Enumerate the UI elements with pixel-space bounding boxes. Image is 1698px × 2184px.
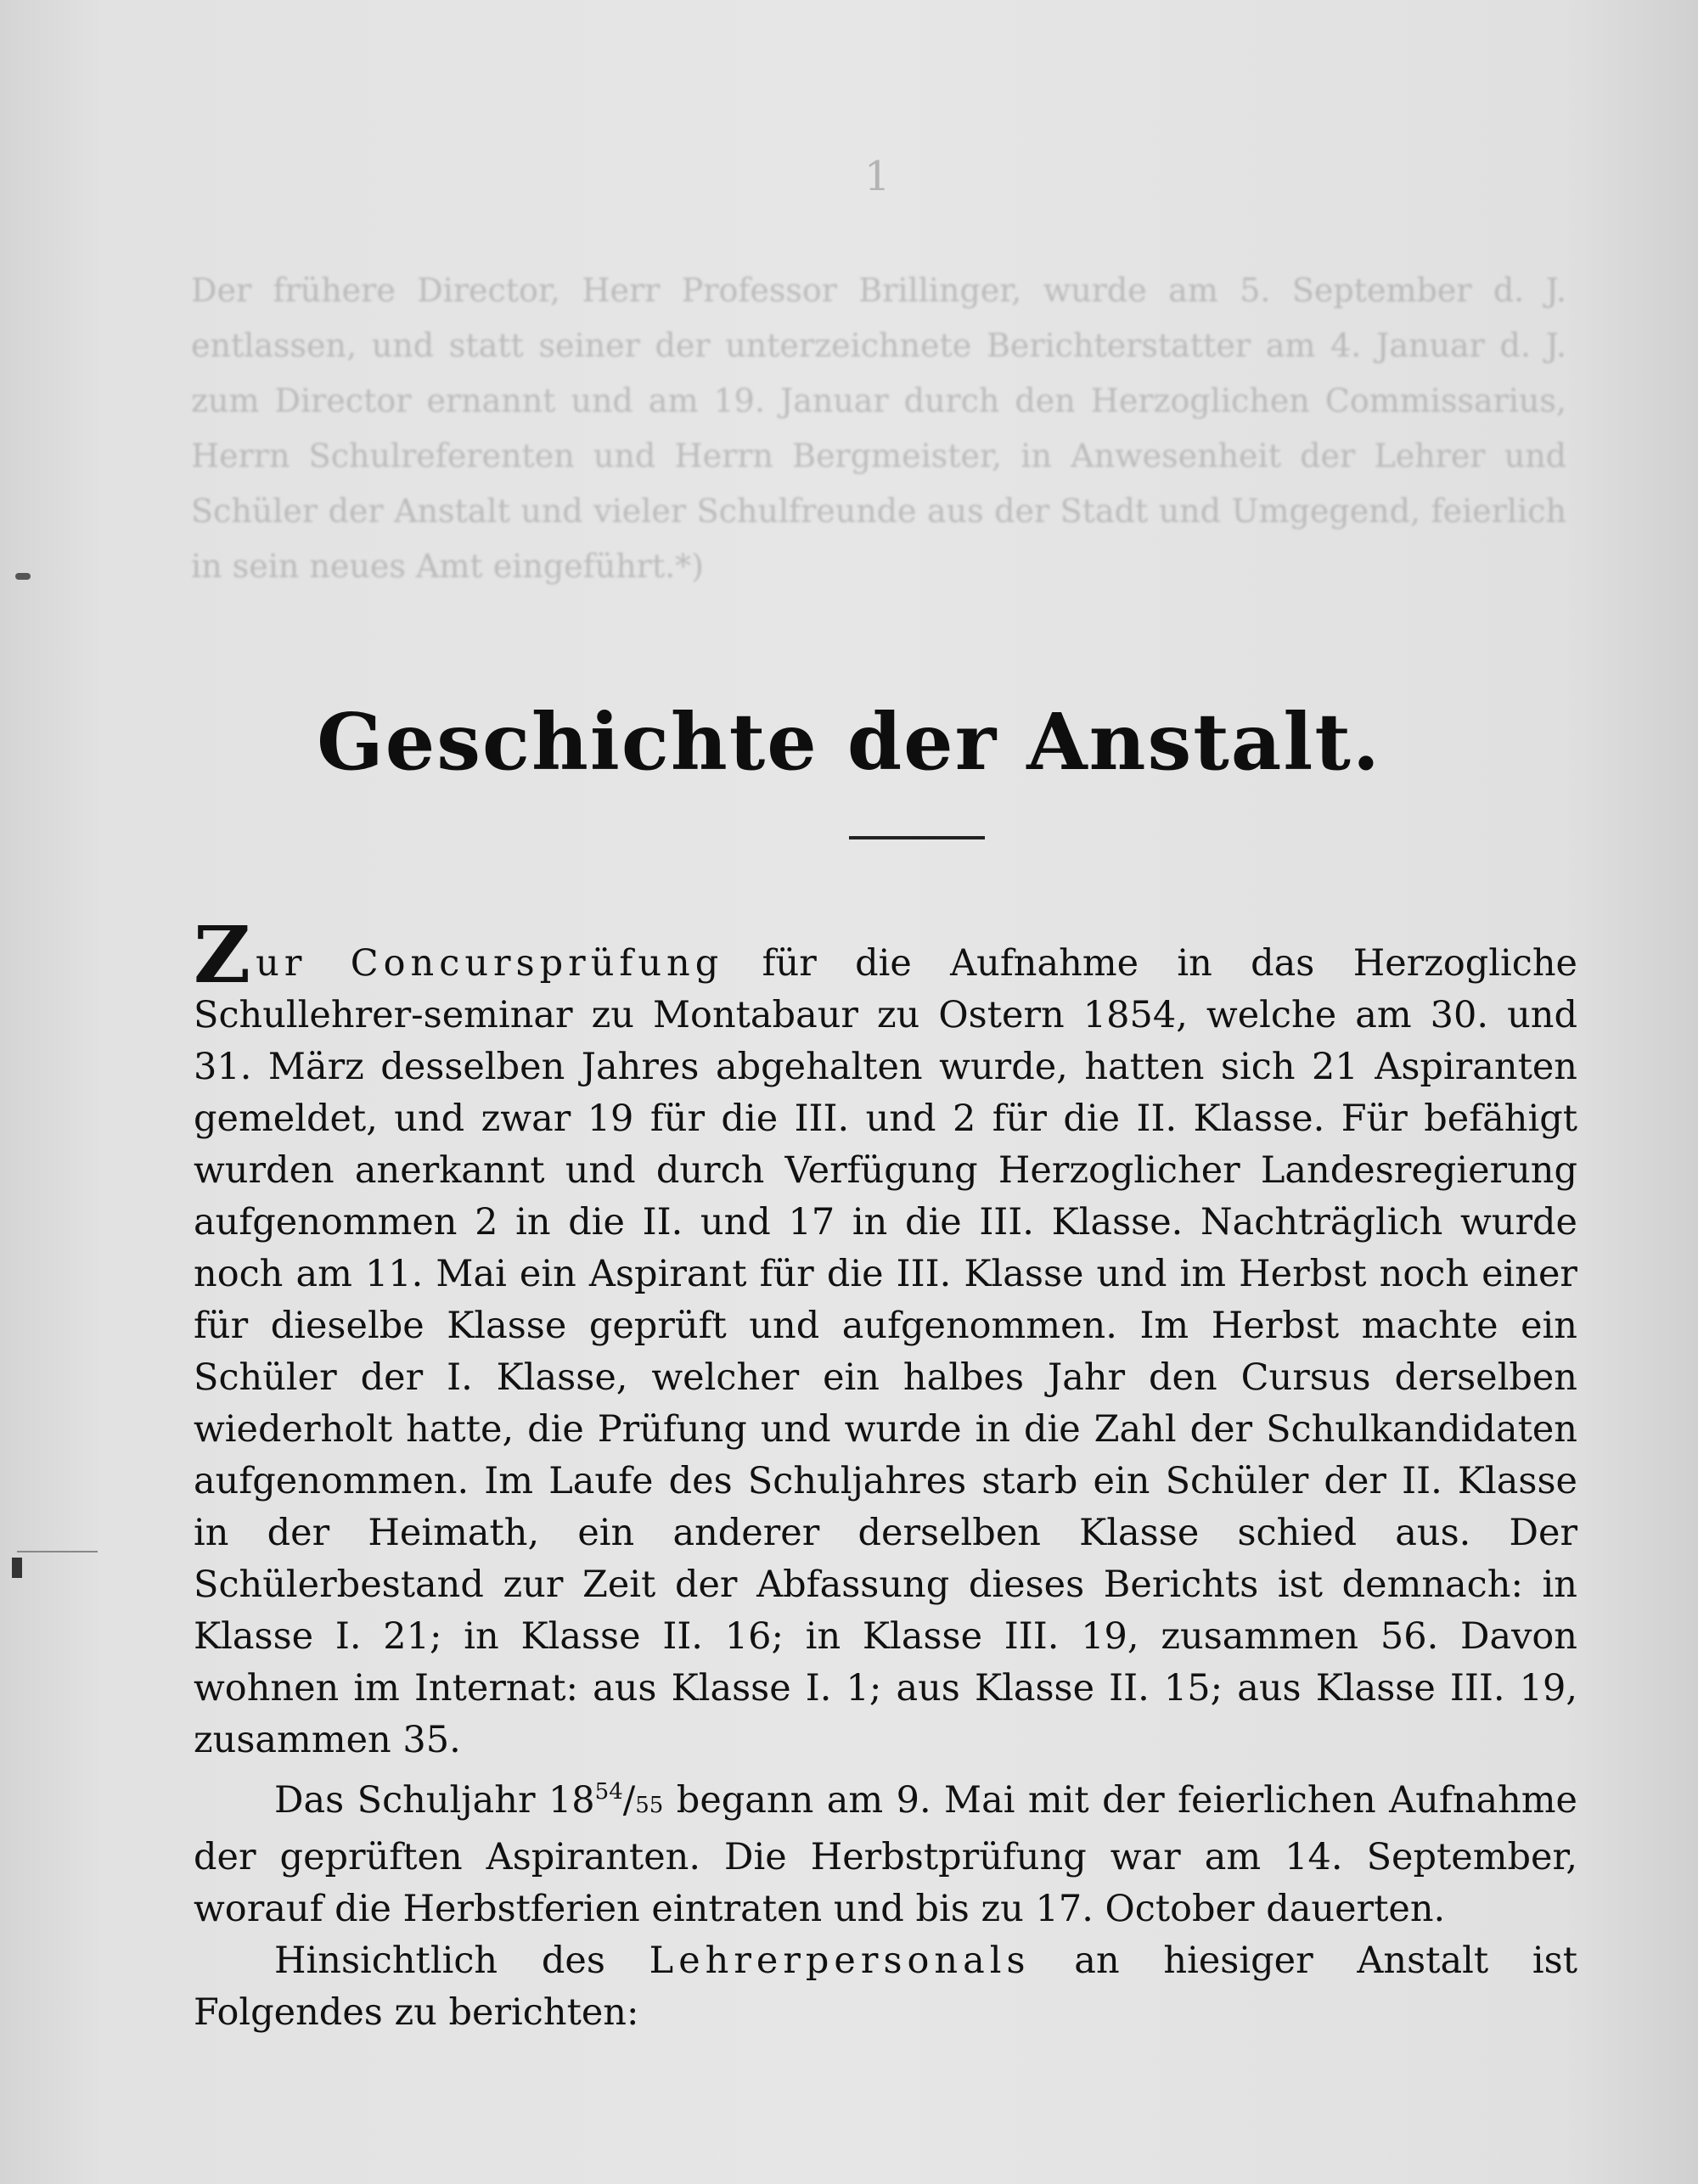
body-text [194,909,1577,2039]
spaced-phrase: ur Concursprüfung [256,942,724,985]
year-slash: / [622,1779,636,1822]
paragraph-3 [194,1935,1577,2039]
paragraph-2-text: begann am 9. Mai mit der feierlichen Aufnahme der geprüften Aspiranten. Die Herbstprüfung war am 14. September, worauf die Herbstferien eintraten und bis zu 17. October dauerten. [194,1779,1577,1930]
paragraph-3-lead: Hinsichtlich des [274,1940,649,1982]
year-subscript: 55 [635,1793,664,1818]
section-title: Geschichte der Anstalt. [317,696,1381,788]
year-superscript: 54 [594,1779,623,1805]
page-number: 1 [864,153,891,200]
paragraph-3-text: an hiesiger Anstalt ist Folgendes zu berichten: [194,1940,1577,2034]
paragraph-1-text: für die Aufnahme in das Herzogliche Schullehrer-seminar zu Montabaur zu Ostern 1854, welche am 30. und 31. März desselben Jahres abgehalten wurde, hatten sich 21 Aspiranten gemeldet, und zwar 19 für die III. und 2 für die II. Klasse. Für befähigt wurden anerkannt und durch Verfügung Herzoglicher Landesregierung aufgenommen 2 in die II. und 17 in die III. Klasse. Nachträglich wurde noch am 11. Mai ein Aspirant für die III. Klasse und im Herbst noch einer für dieselbe Klasse geprüft und aufgenommen. Im Herbst machte ein Schüler der I. Klasse, welcher ein halbes Jahr den Cursus derselben wiederholt hatte, die Prüfung und wurde in die Zahl der Schulkandidaten aufgenommen. Im Laufe des Schuljahres starb ein Schüler der II. Klasse in der Heimath, ein anderer derselben Klasse schied aus. Der Schülerbestand zur Zeit der Abfassung dieses Berichts ist demnach: in Klasse I. 21; in Klasse II. 16; in Klasse III. 19, zusammen 56. Davon wohnen im Internat: aus Klasse I. 1; aus Klasse II. 15; aus Klasse III. 19, zusammen 35. [194,942,1577,1761]
binding-mark-lower [12,1558,22,1578]
bleed-through-text: Der frühere Director, Herr Professor Brillinger, wurde am 5. September d. J. entlassen, und statt seiner der unterzeichnete Berichterstatter am 4. Januar d. J. zum Director ernannt und am 19. Januar durch den Herzoglichen Commissarius, Herrn Schulreferenten und Herrn Bergmeister, in Anwesenheit der Lehrer und Schüler der Anstalt und vieler Schulfreunde aus der Stadt und Umgegend, feierlich in sein neues Amt eingeführt.*) [191,272,1566,585]
paragraph-2 [194,1766,1577,1935]
margin-pointer-mark [17,1551,98,1552]
drop-cap: Z [194,909,251,1001]
spaced-phrase-2: Lehrerpersonals [649,1940,1031,1982]
title-underline [849,836,985,839]
binding-mark [15,573,31,580]
paragraph-1 [194,909,1577,1766]
paragraph-2-lead: Das Schuljahr 18 [274,1779,595,1822]
